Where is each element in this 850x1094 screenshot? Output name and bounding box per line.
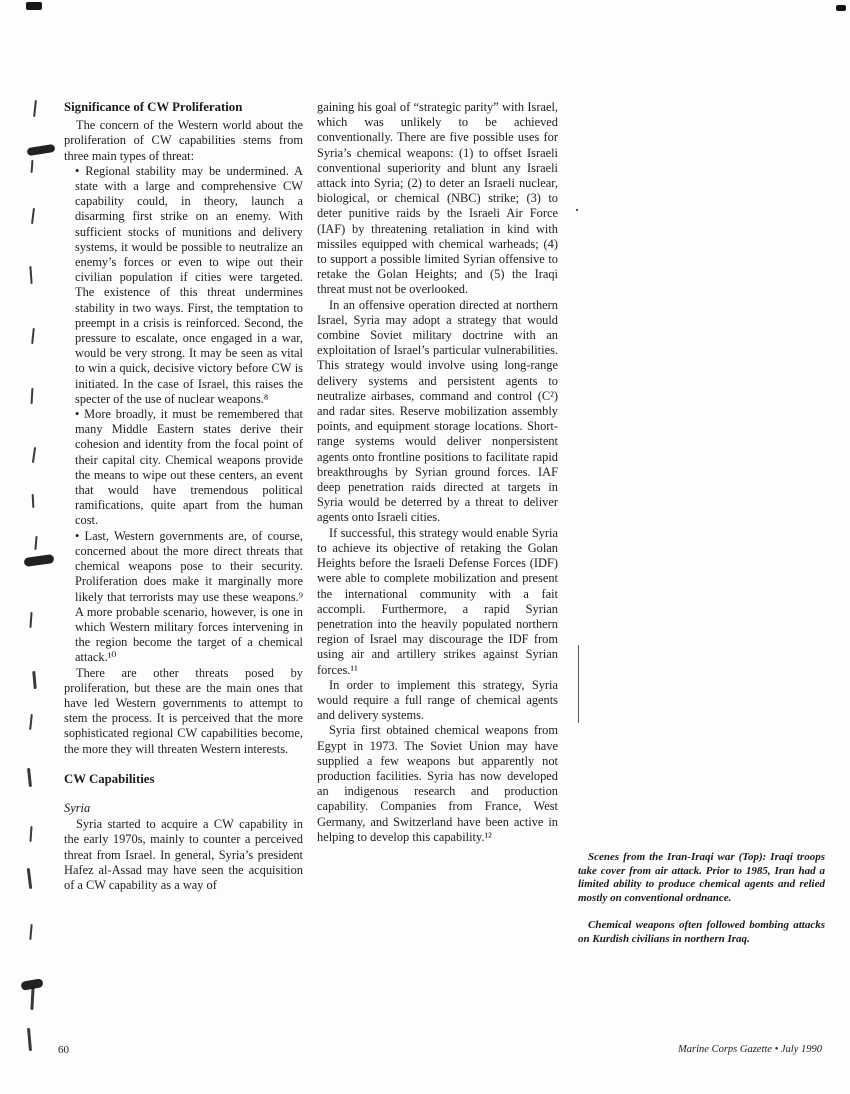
- pen-mark: [27, 1028, 32, 1051]
- bullet-paragraph: • Regional stability may be undermined. A state with a large and comprehensive CW capability could, in theory, launch a disarming first strike on an enemy. With sufficient stocks of munitions and delivery systems, it would be possible to neutralize an enemy’s forces or even to wipe out their civilian population if cities were targeted. The existence of this threat undermines stability in two ways. First, the temptation to preempt in a crisis is reinforced. Second, the pressure to escalate, once engaged in a war, would be very strong. It may be seen as vital to win a quick, decisive victory before CW is initiated. In the case of Israel, this raises the specter of the use of nuclear weapons.⁸: [75, 163, 303, 406]
- body-paragraph: Syria started to acquire a CW capability in the early 1970s, mainly to counter a perceived threat from Israel. In general, Syria’s president Hafez al-Assad may have seen the acquisition of a CW capability as a way of: [64, 817, 303, 892]
- journal-footer: Marine Corps Gazette • July 1990: [678, 1044, 822, 1055]
- pen-mark: [31, 388, 34, 404]
- pen-mark: [31, 328, 35, 344]
- bullet-paragraph: • Last, Western governments are, of course, concerned about the more direct threats that chemical weapons pose to their security. Proliferation does make it marginally more likely that terrorists may use these weapons.⁹ A more probable scenario, however, is one in which Western military forces intervening in the region become the target of a chemical attack.¹⁰: [75, 528, 303, 665]
- section-heading: Significance of CW Proliferation: [64, 100, 243, 114]
- body-paragraph: The concern of the Western world about the proliferation of CW capabilities stems from three main types of threat:: [64, 118, 303, 163]
- body-paragraph: In order to implement this strategy, Syria would require a full range of chemical agents and delivery systems.: [317, 677, 558, 723]
- body-paragraph: gaining his goal of “strategic parity” with Israel, which was unlikely to be achieved conventionally. There are five possible uses for Syria’s chemical weapons: (1) to offset Israeli conventional superiority and blunt any Israeli attack into Syria; (2) to deter an Israeli nuclear, biological, or chemical (NBC) strike; (3) to deter punitive raids by the Israeli Air Force (IAF) by threatening retaliation in kind with missiles equipped with chemical warheads; (4) to support a possible limited Syrian offensive to retake the Golan Heights; and (5) the Iraqi threat must not be overlooked.: [317, 100, 558, 297]
- bullet-paragraph: • More broadly, it must be remembered that many Middle Eastern states derive their cohesion and identity from the focal point of their capital city. Chemical weapons provide the means to wipe out these centers, an event that would have tremendous political ramifications, quite apart from the human cost.: [75, 407, 303, 528]
- pen-mark: [27, 144, 56, 156]
- pen-mark: [32, 494, 35, 508]
- section-heading: CW Capabilities: [64, 771, 155, 786]
- pen-mark: [29, 924, 32, 940]
- fold-line: [578, 645, 579, 723]
- pen-mark: [27, 868, 33, 889]
- body-paragraph: There are other threats posed by proliferation, but these are the main ones that have led Western governments to attempt to stem the process. It is perceived that the more sophisticated regional CW capabilities become, the more they will threaten Western interests.: [64, 665, 303, 756]
- body-paragraph: In an offensive operation directed at northern Israel, Syria may adopt a strategy that would combine Soviet military doctrine with an exploitation of Israel’s particular vulnerabilities. This strategy would involve using long-range delivery systems and persistent agents to neutralize airbases, command and control (C²) and radar sites. Reserve mobilization assembly points, and equipment storage locations. Short-range systems would deliver nonpersistent agents onto frontline positions to facilitate rapid breakthroughs by Syrian ground forces. IAF deep penetration raids directed at targets in Syria would be deterred by a threat to deliver agents onto Israeli cities.: [317, 297, 558, 525]
- pen-mark: [27, 768, 32, 787]
- speck: [576, 209, 578, 211]
- pen-mark: [24, 554, 55, 567]
- pen-mark: [32, 447, 36, 463]
- pen-mark: [34, 536, 37, 550]
- subsection-heading: Syria: [64, 800, 91, 815]
- middle-column: [317, 100, 558, 845]
- pen-mark: [30, 986, 34, 1010]
- pen-mark: [29, 826, 32, 842]
- pen-mark: [31, 160, 34, 173]
- pen-mark: [29, 612, 32, 628]
- pen-mark: [31, 208, 35, 224]
- scan-mark: [836, 5, 846, 11]
- pen-mark: [33, 100, 37, 117]
- scan-mark: [26, 2, 42, 10]
- left-column: [64, 100, 303, 893]
- caption-column: [578, 851, 825, 961]
- pen-mark: [29, 714, 33, 730]
- pen-mark: [32, 671, 37, 689]
- photo-caption: Scenes from the Iran-Iraqi war (Top): Iraqi troops take cover from air attack. Prior to 1985, Iran had a limited ability to produce chemical agents and relied mostly on conventional ordnance.: [578, 851, 825, 904]
- photo-caption: Chemical weapons often followed bombing attacks on Kurdish civilians in northern Iraq.: [578, 919, 825, 945]
- page-number: 60: [58, 1044, 69, 1056]
- body-paragraph: Syria first obtained chemical weapons from Egypt in 1973. The Soviet Union may have supplied a few weapons but apparently not production facilities. Syria has now developed an indigenous research and production capability. Companies from France, West Germany, and Switzerland have been active in helping to develop this capability.¹²: [317, 723, 558, 844]
- pen-mark: [29, 266, 32, 284]
- body-paragraph: If successful, this strategy would enable Syria to achieve its objective of retaking the Golan Heights before the Israeli Defense Forces (IDF) were able to complete mobilization and present the international community with a fait accompli. Furthermore, a rapid Syrian penetration into the heavily populated northern region of Israel may discourage the IDF from using air and artillery strikes against Syrian forces.¹¹: [317, 525, 558, 677]
